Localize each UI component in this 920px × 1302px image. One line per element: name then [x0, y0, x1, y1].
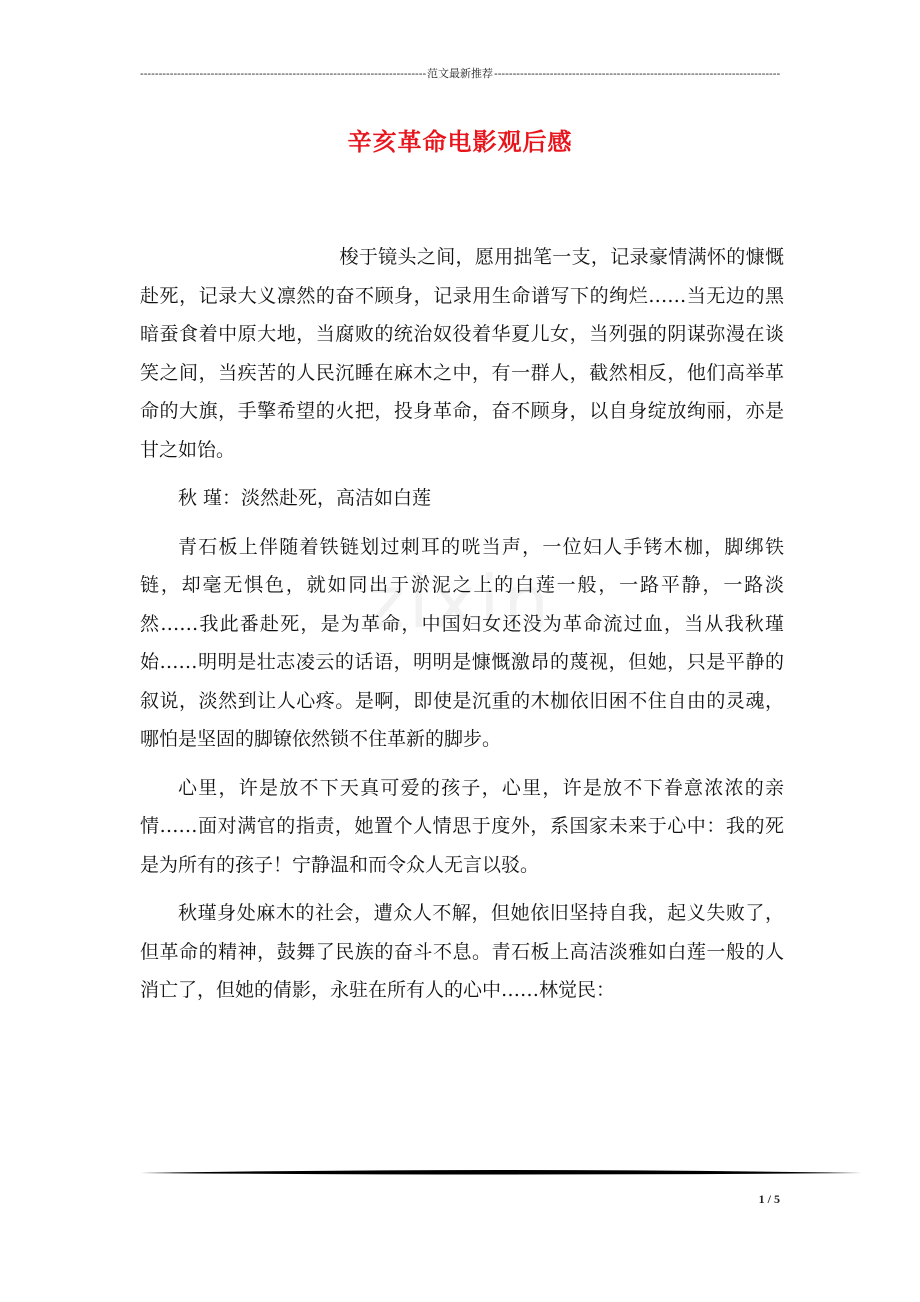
header-dash-right: [494, 66, 780, 82]
document-body: [140, 238, 784, 1010]
paragraph: 心里，许是放不下天真可爱的孩子，心里，许是放不下眷意浓浓的亲情……面对满官的指责，她置个人情思于度外，系国家未来于心中：我的死是为所有的孩子！宁静温和而令众人无言以驳。: [140, 776, 784, 876]
paragraph: 青石板上伴随着铁链划过刺耳的咣当声，一位妇人手铐木枷，脚绑铁链，却毫无惧色，就如同出于淤泥之上的白莲一般，一路平静，一路淡然……我此番赴死，是为革命，中国妇女还没为革命流过血，当从我秋瑾始……明明是壮志凌云的话语，明明是慷慨激昂的蔑视，但她，只是平静的叙说，淡然到让人心疼。是啊，即使是沉重的木枷依旧困不住自由的灵魂，哪怕是坚固的脚镣依然锁不住革新的脚步。: [140, 535, 784, 750]
running-header: [140, 66, 780, 82]
header-dash-left: [140, 66, 426, 82]
document-title: 辛亥革命电影观后感: [347, 128, 573, 156]
watermark: zixin: [366, 560, 554, 644]
section-heading-qiujin: 秋 瑾：淡然赴死，高洁如白莲: [178, 487, 432, 509]
footer-divider: [140, 1166, 862, 1180]
paragraph: 秋瑾身处麻木的社会，遭众人不解，但她依旧坚持自我，起义失败了，但革命的精神，鼓舞了民族的奋斗不息。青石板上高洁淡雅如白莲一般的人消亡了，但她的倩影，永驻在所有人的心中……林觉民：: [140, 902, 784, 1001]
header-label: 范文最新推荐: [427, 67, 493, 80]
paragraph-intro: 梭于镜头之间，愿用拙笔一支，记录豪情满怀的慷慨赴死，记录大义凛然的奋不顾身，记录用生命谱写下的绚烂……当无边的黑暗蚕食着中原大地，当腐败的统治奴役着华夏儿女，当列强的阴谋弥漫在谈笑之间，当疾苦的人民沉睡在麻木之中，有一群人，截然相反，他们高举革命的大旗，手擎希望的火把，投身革命，奋不顾身，以自身绽放绚丽，亦是甘之如饴。: [140, 246, 784, 461]
page-number: 1 / 5: [758, 1192, 780, 1206]
